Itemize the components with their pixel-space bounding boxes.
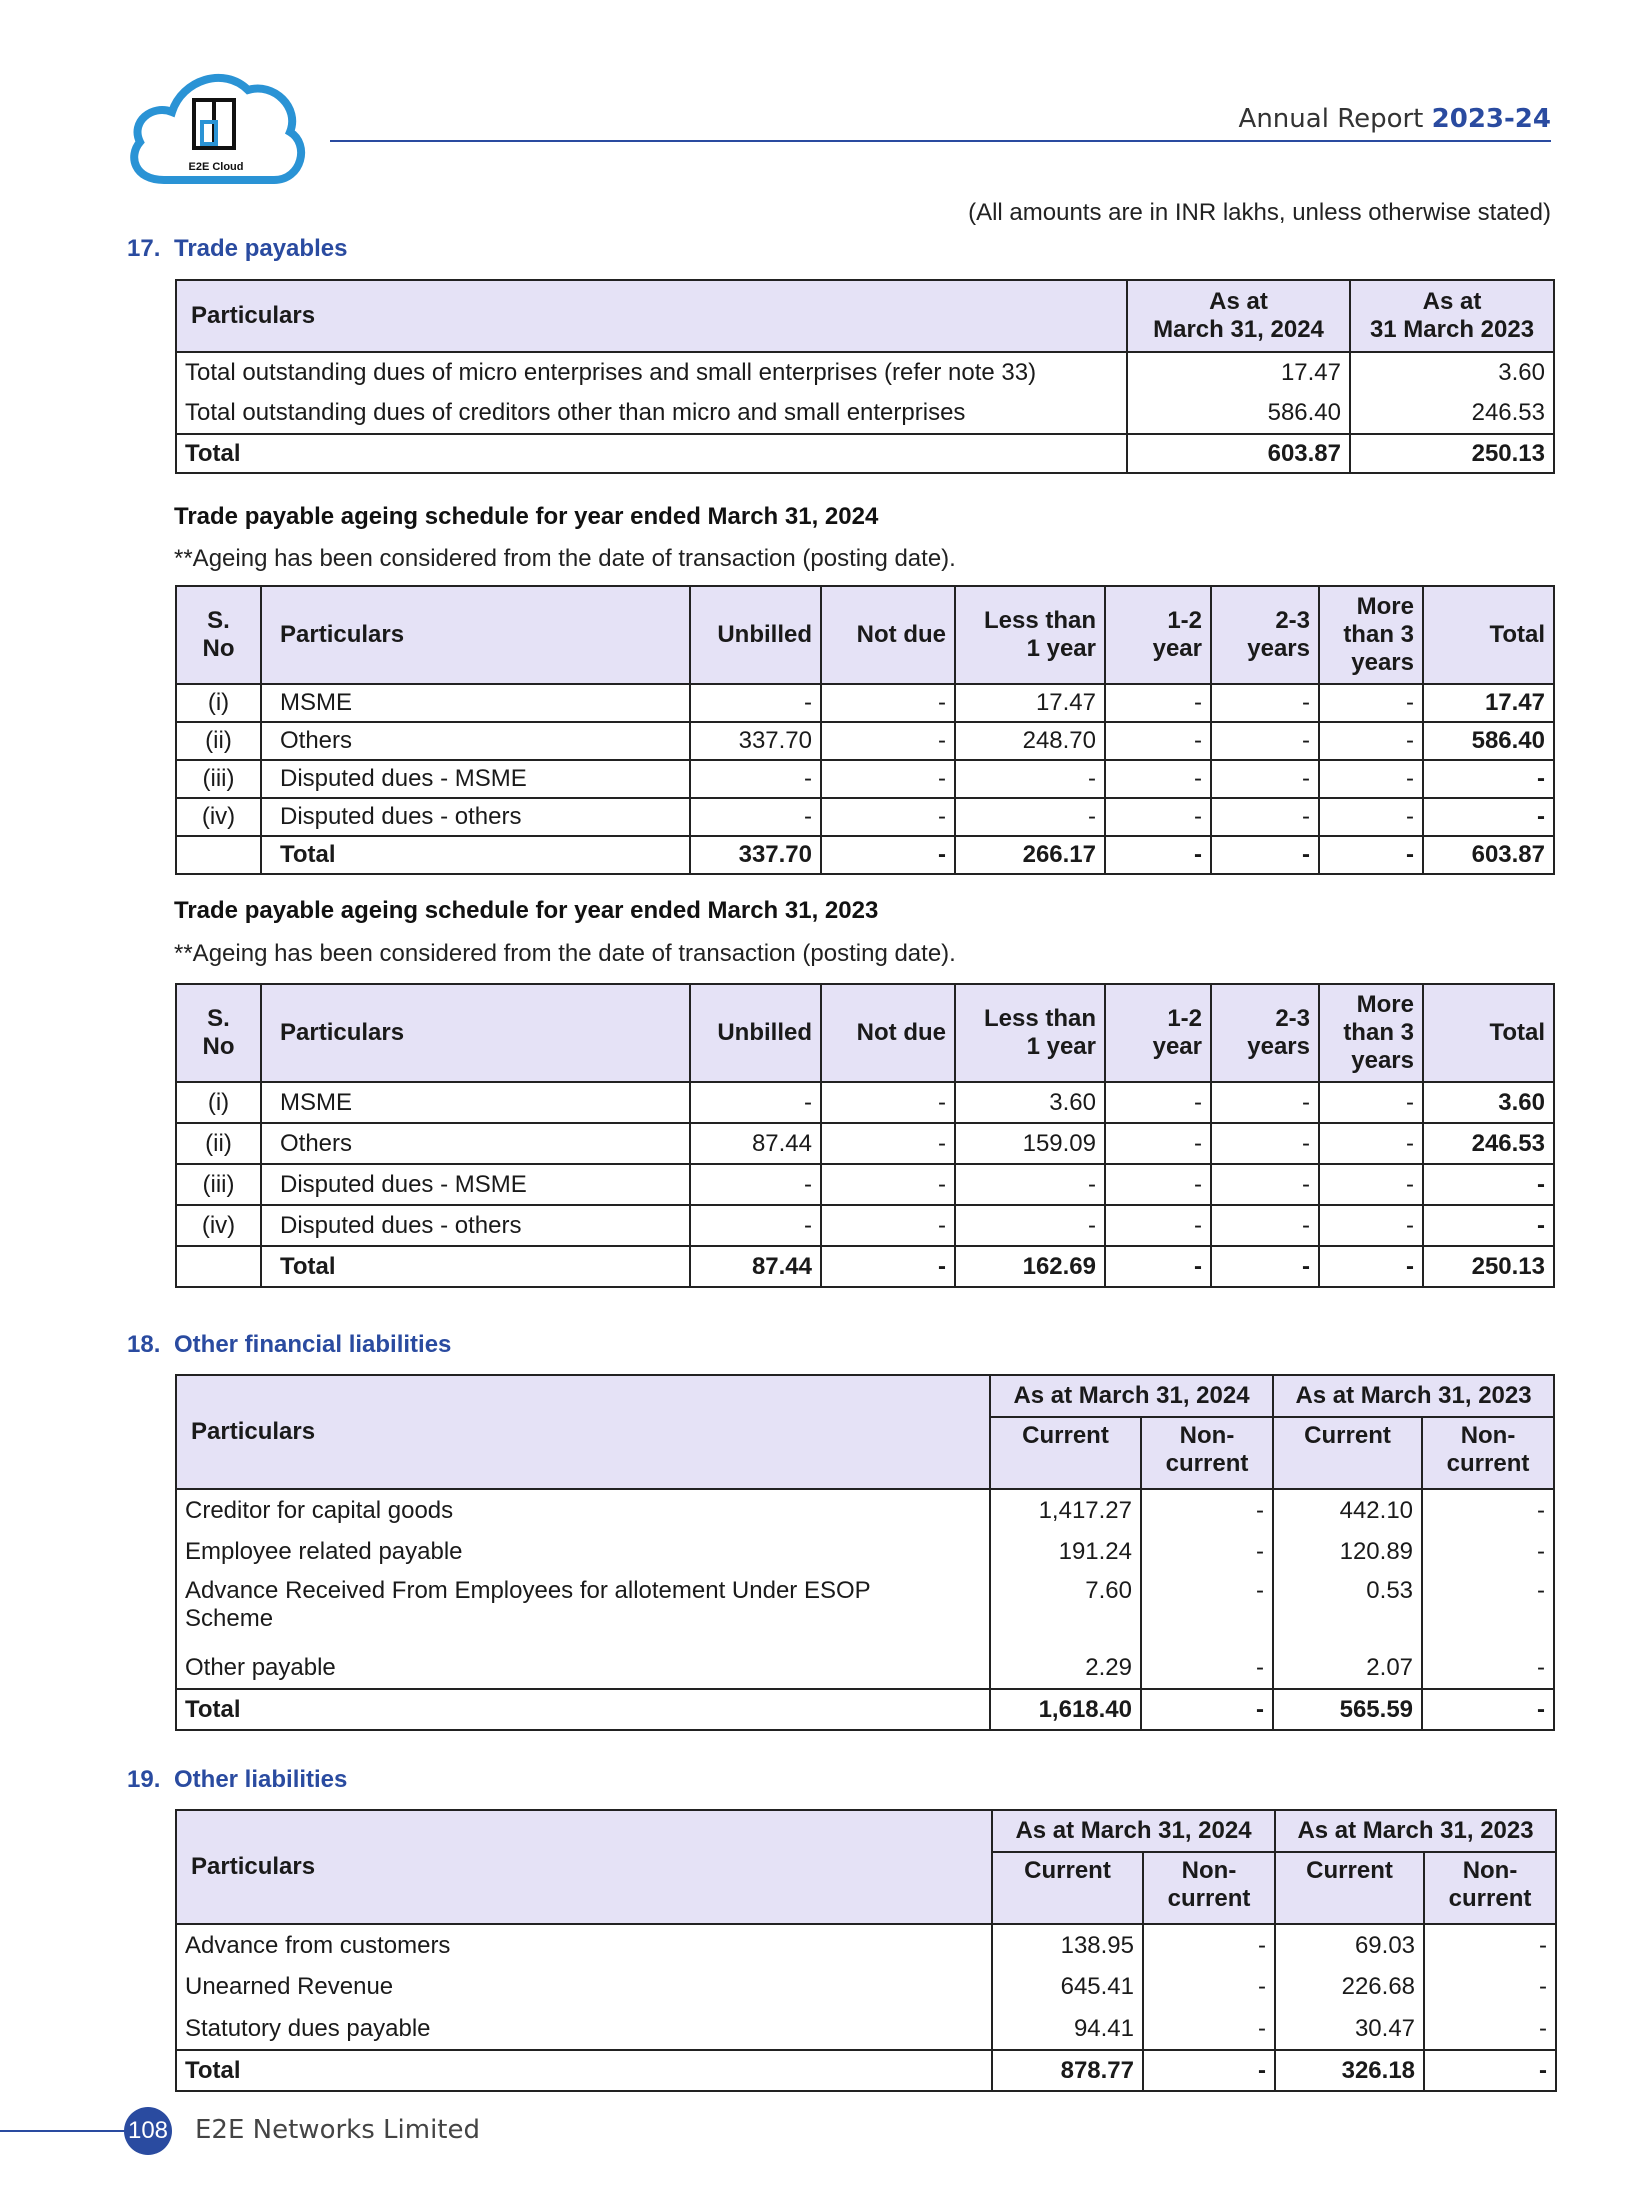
group-header: As at March 31, 2023	[1275, 1810, 1556, 1852]
total-value: -	[1105, 836, 1211, 874]
row-value: -	[1319, 1123, 1423, 1164]
row-value: -	[1319, 1205, 1423, 1246]
total-value: -	[821, 1246, 955, 1287]
row-value: -	[1319, 1164, 1423, 1205]
row-value: -	[821, 1205, 955, 1246]
row-label: Others	[261, 722, 690, 760]
column-header: As at March 31, 2024	[1127, 280, 1350, 352]
table-row	[176, 1164, 1554, 1205]
e2e-cloud-logo	[124, 60, 308, 188]
row-value: -	[1141, 1647, 1273, 1689]
row-value: -	[1319, 798, 1423, 836]
table-row	[176, 1082, 1554, 1123]
row-value: 7.60	[990, 1573, 1141, 1647]
header-row	[176, 586, 1554, 684]
row-value: 17.47	[955, 684, 1105, 722]
row-label: Other payable	[176, 1647, 990, 1689]
row-value: -	[821, 684, 955, 722]
total-value	[176, 836, 261, 874]
column-header: Current	[1273, 1417, 1422, 1489]
ageing-2023-table	[175, 983, 1555, 1288]
table-row	[176, 1489, 1554, 1531]
serial-number: (ii)	[176, 1123, 261, 1164]
table-row	[176, 798, 1554, 836]
row-label: Disputed dues - MSME	[261, 760, 690, 798]
page-number: 108	[124, 2107, 172, 2155]
row-value: -	[821, 1123, 955, 1164]
row-value: -	[821, 760, 955, 798]
row-value: -	[1211, 1123, 1319, 1164]
row-value: -	[955, 1164, 1105, 1205]
total-label: Total	[261, 836, 690, 874]
row-value: -	[1423, 760, 1554, 798]
report-year: 2023-24	[1431, 104, 1551, 134]
total-label: Total	[176, 1689, 990, 1730]
row-value: 17.47	[1423, 684, 1554, 722]
total-value: 337.70	[690, 836, 821, 874]
serial-number: (iii)	[176, 1164, 261, 1205]
header-row	[176, 280, 1554, 352]
row-value: 30.47	[1275, 2008, 1424, 2050]
row-value: -	[1105, 684, 1211, 722]
total-value: -	[1211, 1246, 1319, 1287]
row-value: -	[690, 760, 821, 798]
total-value: -	[1141, 1689, 1273, 1730]
total-value: 87.44	[690, 1246, 821, 1287]
group-header: As at March 31, 2024	[992, 1810, 1275, 1852]
column-header: Current	[992, 1852, 1143, 1924]
row-value: -	[955, 798, 1105, 836]
column-header: Particulars	[261, 586, 690, 684]
column-header: Non- current	[1141, 1417, 1273, 1489]
total-value: 1,618.40	[990, 1689, 1141, 1730]
other-liabilities-table	[175, 1809, 1557, 2092]
row-value: -	[821, 798, 955, 836]
logo-text: E2E Cloud	[188, 161, 244, 173]
trade-payables-table	[175, 279, 1555, 474]
column-header: As at 31 March 2023	[1350, 280, 1554, 352]
row-label: Disputed dues - others	[261, 798, 690, 836]
row-value: -	[1141, 1531, 1273, 1573]
section-title-text: Other liabilities	[174, 1766, 348, 1793]
group-header-row	[176, 1810, 1556, 1852]
row-value: -	[1105, 1164, 1211, 1205]
row-value: 138.95	[992, 1924, 1143, 1966]
row-value: -	[1319, 722, 1423, 760]
ageing-2023-note: **Ageing has been considered from the date of transaction (posting date).	[174, 940, 956, 967]
column-header: 2-3 years	[1211, 984, 1319, 1082]
section-number: 18.	[127, 1331, 161, 1358]
row-value: 226.68	[1275, 1966, 1424, 2008]
table-row	[176, 722, 1554, 760]
section-18-title	[127, 1331, 451, 1359]
row-value: -	[690, 1082, 821, 1123]
serial-number: (i)	[176, 1082, 261, 1123]
row-value: -	[1141, 1489, 1273, 1531]
table-row	[176, 1531, 1554, 1573]
row-value: 2.07	[1273, 1647, 1422, 1689]
total-label: Total	[176, 2050, 992, 2091]
total-row	[176, 434, 1554, 473]
row-label: Disputed dues - others	[261, 1205, 690, 1246]
row-value: -	[1143, 2008, 1275, 2050]
row-value: 3.60	[955, 1082, 1105, 1123]
column-header: More than 3 years	[1319, 586, 1423, 684]
row-value: -	[1211, 1205, 1319, 1246]
row-value: 337.70	[690, 722, 821, 760]
column-header: 1-2 year	[1105, 984, 1211, 1082]
total-value: -	[1211, 836, 1319, 874]
row-value: -	[1105, 1123, 1211, 1164]
total-value: -	[1424, 2050, 1556, 2091]
section-number: 19.	[127, 1766, 161, 1793]
total-value: 326.18	[1275, 2050, 1424, 2091]
row-value: 3.60	[1350, 352, 1554, 393]
table-row	[176, 393, 1554, 434]
row-value: -	[1422, 1531, 1554, 1573]
row-value: -	[1211, 1164, 1319, 1205]
row-value: -	[690, 684, 821, 722]
column-header: Particulars	[176, 1810, 992, 1924]
row-value: -	[1424, 1966, 1556, 2008]
table-row	[176, 1123, 1554, 1164]
amounts-note: (All amounts are in INR lakhs, unless otherwise stated)	[968, 199, 1551, 226]
row-label: Advance Received From Employees for allotement Under ESOP Scheme	[176, 1573, 990, 1647]
column-header: Unbilled	[690, 984, 821, 1082]
column-header: Total	[1423, 984, 1554, 1082]
row-value: -	[1105, 760, 1211, 798]
row-value: -	[955, 1205, 1105, 1246]
row-value: -	[1143, 1924, 1275, 1966]
total-value: 250.13	[1423, 1246, 1554, 1287]
row-value: -	[1211, 722, 1319, 760]
row-value: 2.29	[990, 1647, 1141, 1689]
column-header: Not due	[821, 586, 955, 684]
row-value: 246.53	[1350, 393, 1554, 434]
row-value: -	[1319, 1082, 1423, 1123]
section-title-text: Trade payables	[174, 235, 348, 262]
group-header-row	[176, 1375, 1554, 1417]
total-label: Total	[176, 434, 1127, 473]
serial-number: (i)	[176, 684, 261, 722]
ageing-2024-title: Trade payable ageing schedule for year ended March 31, 2024	[174, 503, 879, 530]
row-value: 586.40	[1423, 722, 1554, 760]
serial-number: (iii)	[176, 760, 261, 798]
row-label: Others	[261, 1123, 690, 1164]
column-header: Current	[990, 1417, 1141, 1489]
row-label: Advance from customers	[176, 1924, 992, 1966]
row-value: -	[690, 1164, 821, 1205]
total-label: Total	[261, 1246, 690, 1287]
column-header: Particulars	[261, 984, 690, 1082]
total-value: -	[1319, 836, 1423, 874]
row-label: Employee related payable	[176, 1531, 990, 1573]
row-label: Total outstanding dues of micro enterprises and small enterprises (refer note 33)	[176, 352, 1127, 393]
row-value: -	[1424, 2008, 1556, 2050]
total-value: -	[1105, 1246, 1211, 1287]
total-value: -	[1143, 2050, 1275, 2091]
total-row	[176, 1689, 1554, 1730]
row-value: -	[1424, 1924, 1556, 1966]
column-header: 2-3 years	[1211, 586, 1319, 684]
row-label: Unearned Revenue	[176, 1966, 992, 2008]
row-value: 3.60	[1423, 1082, 1554, 1123]
table-row	[176, 2008, 1556, 2050]
column-header: Current	[1275, 1852, 1424, 1924]
row-value: -	[1422, 1573, 1554, 1647]
row-value: -	[1211, 1082, 1319, 1123]
table-row	[176, 760, 1554, 798]
header-divider	[330, 140, 1551, 142]
total-value: 162.69	[955, 1246, 1105, 1287]
total-row	[176, 836, 1554, 874]
row-value: 120.89	[1273, 1531, 1422, 1573]
row-value: -	[690, 798, 821, 836]
total-row	[176, 1246, 1554, 1287]
table-row	[176, 352, 1554, 393]
row-label: Statutory dues payable	[176, 2008, 992, 2050]
ageing-2024-table	[175, 585, 1555, 875]
column-header: Non- current	[1424, 1852, 1556, 1924]
row-value: -	[1105, 798, 1211, 836]
row-value: 69.03	[1275, 1924, 1424, 1966]
row-value: 94.41	[992, 2008, 1143, 2050]
row-value: -	[1211, 798, 1319, 836]
column-header: Not due	[821, 984, 955, 1082]
row-label: MSME	[261, 684, 690, 722]
total-value: 250.13	[1350, 434, 1554, 473]
section-title-text: Other financial liabilities	[174, 1331, 452, 1358]
row-value: 17.47	[1127, 352, 1350, 393]
row-value: -	[1319, 760, 1423, 798]
table-row	[176, 1573, 1554, 1647]
column-header: Non- current	[1143, 1852, 1275, 1924]
column-header: Less than 1 year	[955, 984, 1105, 1082]
footer-company-name: E2E Networks Limited	[195, 2115, 480, 2145]
header-row	[176, 984, 1554, 1082]
row-value: -	[821, 1164, 955, 1205]
column-header: Total	[1423, 586, 1554, 684]
total-value	[176, 1246, 261, 1287]
column-header: Particulars	[176, 1375, 990, 1489]
column-header: Less than 1 year	[955, 586, 1105, 684]
group-header: As at March 31, 2024	[990, 1375, 1273, 1417]
row-value: -	[1211, 760, 1319, 798]
total-value: 565.59	[1273, 1689, 1422, 1730]
table-row	[176, 1924, 1556, 1966]
row-value: -	[1105, 722, 1211, 760]
row-value: -	[1319, 684, 1423, 722]
row-value: 442.10	[1273, 1489, 1422, 1531]
report-title	[1239, 104, 1551, 134]
row-value: 586.40	[1127, 393, 1350, 434]
row-label: Total outstanding dues of creditors other than micro and small enterprises	[176, 393, 1127, 434]
total-value: -	[1319, 1246, 1423, 1287]
column-header: 1-2 year	[1105, 586, 1211, 684]
column-header: More than 3 years	[1319, 984, 1423, 1082]
row-value: 645.41	[992, 1966, 1143, 2008]
row-value: -	[1143, 1966, 1275, 2008]
row-value: -	[690, 1205, 821, 1246]
row-label: Creditor for capital goods	[176, 1489, 990, 1531]
total-value: 603.87	[1423, 836, 1554, 874]
row-value: 87.44	[690, 1123, 821, 1164]
total-row	[176, 2050, 1556, 2091]
row-value: 159.09	[955, 1123, 1105, 1164]
row-value: -	[1105, 1205, 1211, 1246]
column-header: Non- current	[1422, 1417, 1554, 1489]
section-number: 17.	[127, 235, 161, 262]
row-value: -	[1105, 1082, 1211, 1123]
row-value: -	[1211, 684, 1319, 722]
serial-number: (iv)	[176, 798, 261, 836]
row-value: -	[955, 760, 1105, 798]
report-label: Annual Report	[1238, 104, 1424, 134]
table-row	[176, 1966, 1556, 2008]
table-row	[176, 1205, 1554, 1246]
ageing-2024-note: **Ageing has been considered from the date of transaction (posting date).	[174, 545, 956, 572]
row-value: -	[1141, 1573, 1273, 1647]
total-value: 878.77	[992, 2050, 1143, 2091]
column-header: Unbilled	[690, 586, 821, 684]
table-row	[176, 1647, 1554, 1689]
section-17-title	[127, 235, 347, 263]
row-value: -	[1423, 1205, 1554, 1246]
row-value: -	[1423, 798, 1554, 836]
row-value: 0.53	[1273, 1573, 1422, 1647]
row-value: -	[821, 722, 955, 760]
row-value: -	[1422, 1489, 1554, 1531]
row-label: MSME	[261, 1082, 690, 1123]
total-value: -	[821, 836, 955, 874]
ageing-2023-title: Trade payable ageing schedule for year ended March 31, 2023	[174, 897, 879, 924]
row-value: 1,417.27	[990, 1489, 1141, 1531]
column-header: S. No	[176, 984, 261, 1082]
table-row	[176, 684, 1554, 722]
group-header: As at March 31, 2023	[1273, 1375, 1554, 1417]
column-header: S. No	[176, 586, 261, 684]
total-value: 266.17	[955, 836, 1105, 874]
total-value: -	[1422, 1689, 1554, 1730]
column-header: Particulars	[176, 280, 1127, 352]
other-financial-liabilities-table	[175, 1374, 1555, 1731]
section-19-title	[127, 1766, 347, 1794]
row-value: -	[1423, 1164, 1554, 1205]
serial-number: (iv)	[176, 1205, 261, 1246]
row-value: 248.70	[955, 722, 1105, 760]
row-value: 191.24	[990, 1531, 1141, 1573]
row-value: -	[821, 1082, 955, 1123]
row-value: 246.53	[1423, 1123, 1554, 1164]
row-value: -	[1422, 1647, 1554, 1689]
serial-number: (ii)	[176, 722, 261, 760]
footer-divider	[0, 2130, 128, 2132]
total-value: 603.87	[1127, 434, 1350, 473]
row-label: Disputed dues - MSME	[261, 1164, 690, 1205]
